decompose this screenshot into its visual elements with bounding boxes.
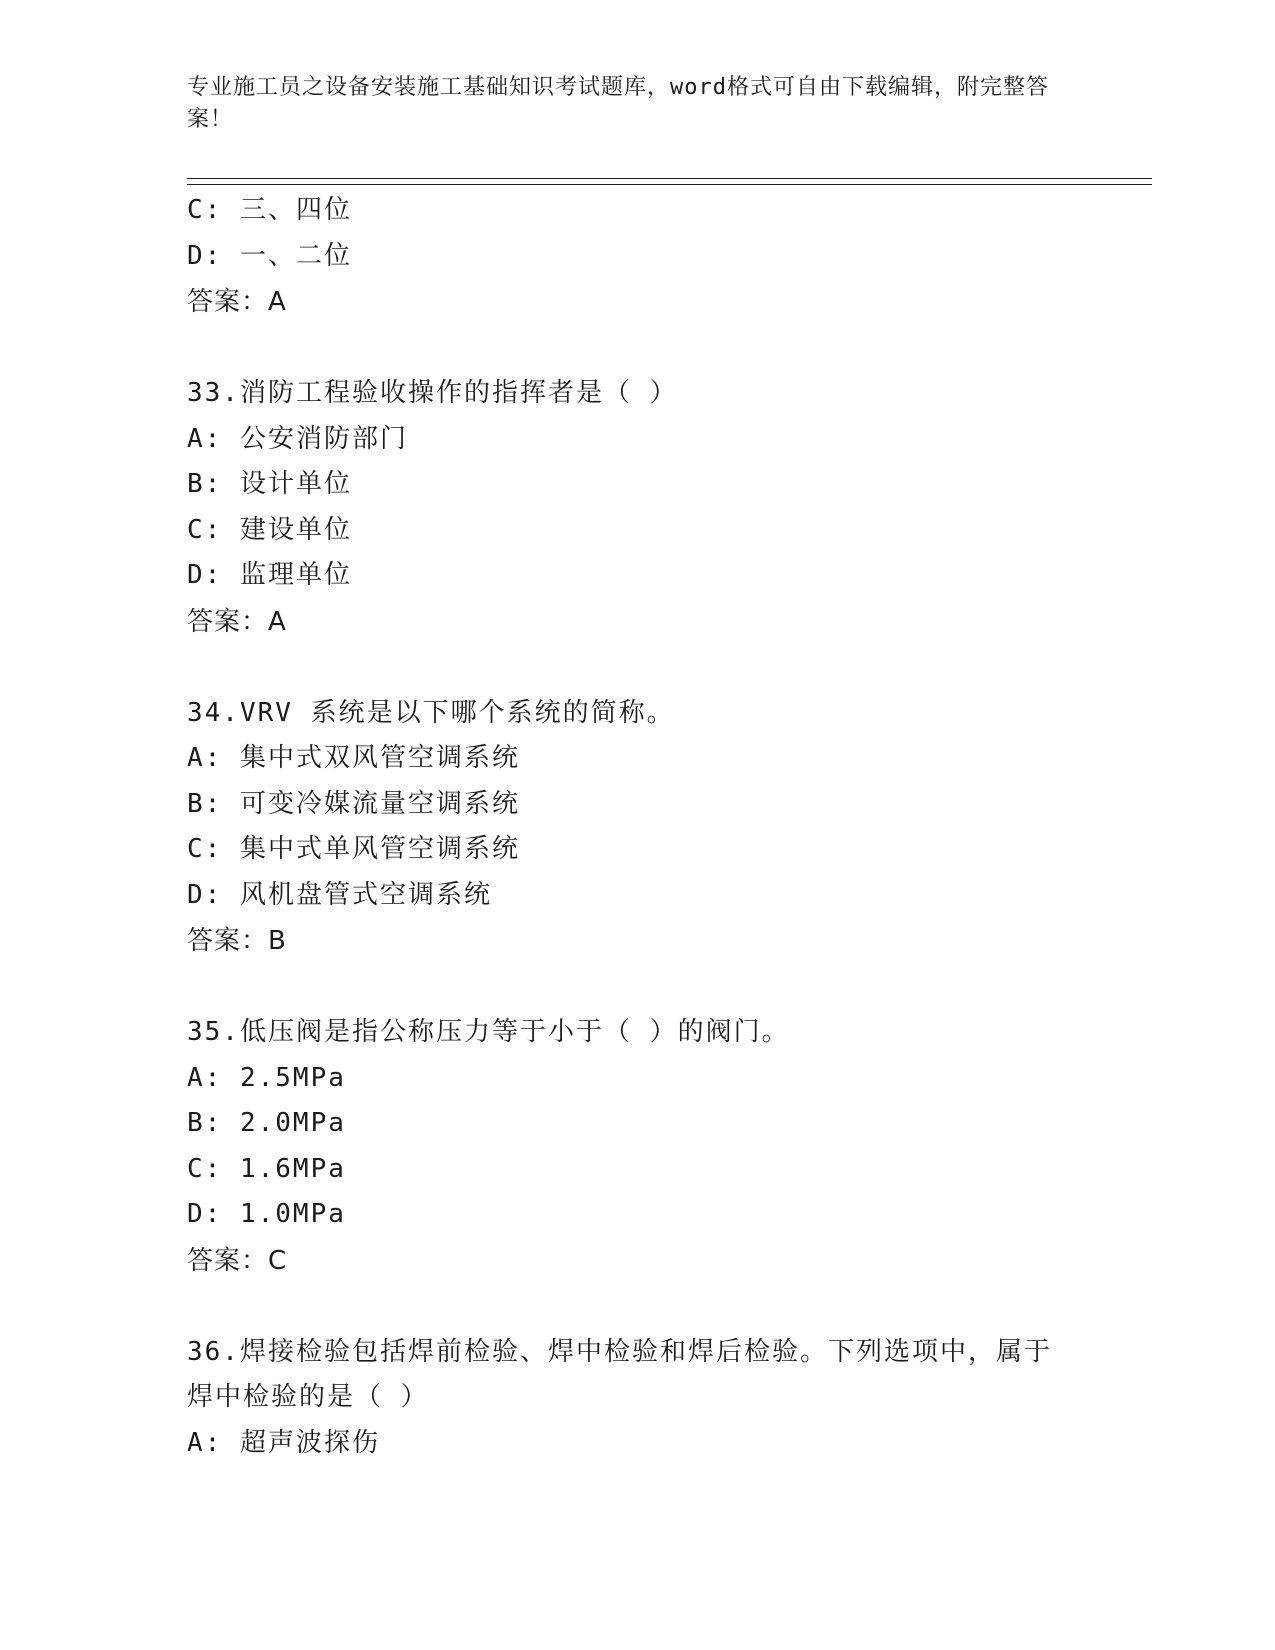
option-d: D: 风机盘管式空调系统 (187, 879, 492, 910)
option-a: A: 超声波探伤 (187, 1427, 380, 1458)
option-c: C: 三、四位 (187, 195, 352, 225)
spacer (187, 645, 1077, 691)
option-d: D: 1.0MPa (187, 1199, 346, 1229)
option-a: A: 公安消防部门 (187, 423, 408, 454)
option-d: D: 一、二位 (187, 240, 352, 271)
option-c: C: 建设单位 (187, 514, 352, 545)
answer: 答案：C (187, 1245, 288, 1276)
option-b: B: 2.0MPa (187, 1108, 346, 1138)
option-b: B: 设计单位 (187, 469, 352, 499)
header-divider (187, 178, 1152, 185)
question-text: 34.VRV 系统是以下哪个系统的简称。 (187, 697, 675, 728)
answer: 答案：A (187, 606, 287, 637)
spacer (187, 325, 1077, 371)
answer: 答案：B (187, 926, 287, 956)
header-title: 专业施工员之设备安装施工基础知识考试题库，word格式可自由下载编辑，附完整答案！ (187, 75, 1049, 132)
question-35 (187, 1010, 1077, 1284)
spacer (187, 1284, 1077, 1330)
option-c: C: 1.6MPa (187, 1153, 346, 1184)
option-d: D: 监理单位 (187, 560, 352, 590)
question-34 (187, 691, 1077, 965)
question-36 (187, 1330, 1077, 1467)
option-c: C: 集中式单风管空调系统 (187, 834, 520, 864)
question-32-tail (187, 188, 1077, 325)
question-text: 33.消防工程验收操作的指挥者是（ ） (187, 378, 678, 408)
question-list (187, 188, 1077, 1466)
document-header (187, 72, 1077, 136)
option-a: A: 2.5MPa (187, 1062, 346, 1093)
answer: 答案：A (187, 287, 287, 317)
question-text: 35.低压阀是指公称压力等于小于（ ）的阀门。 (187, 1017, 790, 1047)
option-a: A: 集中式双风管空调系统 (187, 743, 520, 773)
spacer (187, 964, 1077, 1010)
question-text: 36.焊接检验包括焊前检验、焊中检验和焊后检验。下列选项中，属于焊中检验的是（ ） (187, 1336, 1052, 1412)
question-33 (187, 371, 1077, 645)
option-b: B: 可变冷媒流量空调系统 (187, 788, 520, 819)
